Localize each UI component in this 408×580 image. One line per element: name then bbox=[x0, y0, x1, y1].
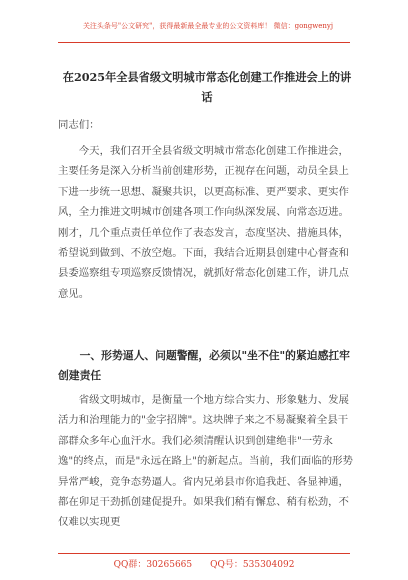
document-title: 在2025年全县省级文明城市常态化创建工作推进会上的讲话 bbox=[62, 70, 352, 104]
page-footer: QQ群：30265665 QQ号：535304092 bbox=[113, 560, 295, 570]
section-heading-1: 一、形势逼人、问题警醒，必须以"坐不住"的紧迫感扛牢创建责任 bbox=[58, 349, 350, 383]
paragraph-1: 今天，我们召开全县省级文明城市常态化创建工作推进会，主要任务是深入分析当前创建形势，正视存在问题，动员全县上下进一步统一思想、凝聚共识，以更高标准、更严要求、更实作风，全力推进文明城市创建各项工作向纵深发展、向常态迈进。刚才，几个重点责任单位作了表态发言，态度坚决、措施具体，希望说到做到、不放空炮。下面，我结合近期县创建中心督查和县委巡察组专项巡察反馈情况，就抓好常态化创建工作，讲几点意见。 bbox=[58, 145, 349, 300]
greeting: 同志们： bbox=[58, 119, 100, 131]
page-header: 关注头条号"公文研究"，获得最新最全最专业的公文资料库！ 微信：gongwenyj bbox=[82, 22, 334, 30]
header-divider bbox=[58, 42, 350, 43]
footer-divider bbox=[58, 553, 350, 554]
paragraph-2: 省级文明城市，是衡量一个地方综合实力、形象魅力、发展活力和治理能力的"金字招牌"。这块牌子来之不易凝聚着全县干部群众多年心血汗水。我们必须清醒认识到创建绝非"一劳永逸"的终点，而是"永远在路上"的新起点。当前，我们面临的形势异常严峻，竞争态势逼人。省内兄弟县市你追我赶、各显神通，都在卯足干劲抓创建促提升。如果我们稍有懈怠、稍有松劲，不仅难以实现更 bbox=[58, 394, 353, 529]
